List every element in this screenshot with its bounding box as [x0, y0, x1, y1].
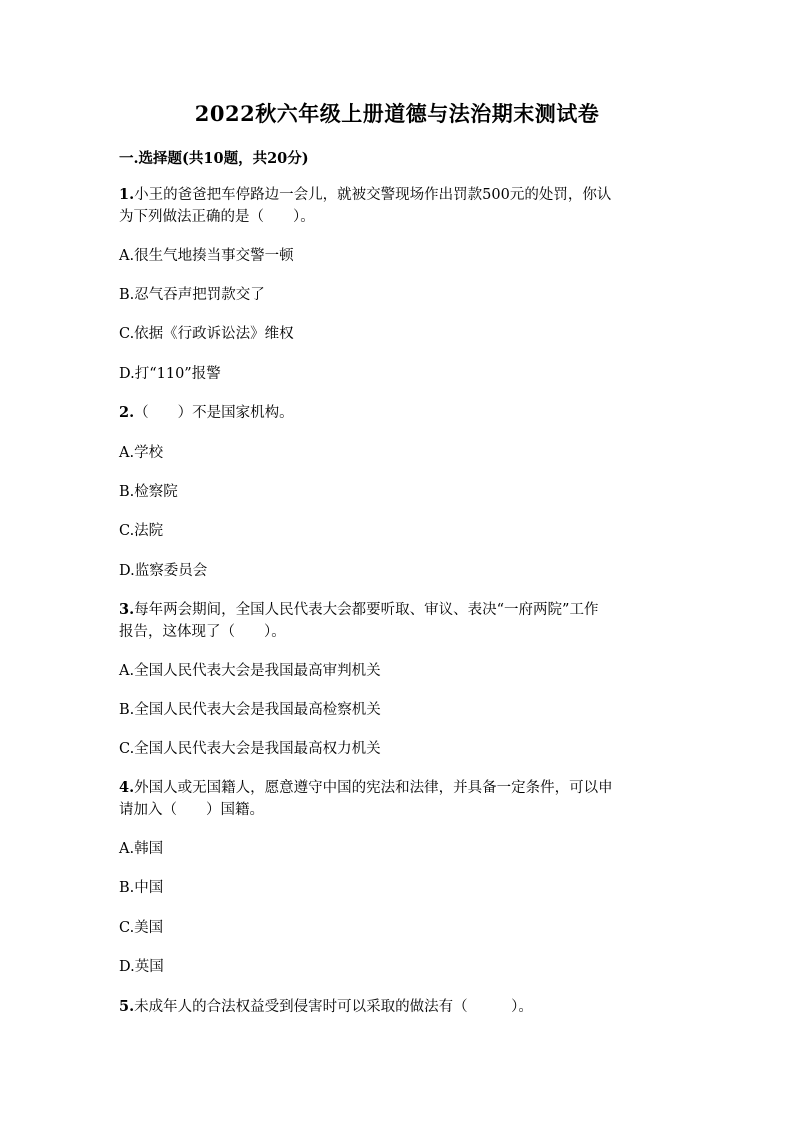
question-number: 3. [119, 601, 135, 618]
question-1-option-b: B.忍气吞声把罚款交了 [119, 287, 265, 303]
question-3-stem [119, 599, 679, 643]
question-1-stem [119, 184, 679, 228]
section-heading: 一.选择题(共10题，共20分) [119, 150, 309, 167]
question-text-line: 报告，这体现了（ ）。 [119, 624, 286, 640]
question-text-line: 每年两会期间，全国人民代表大会都要听取、审议、表决“一府两院”工作 [134, 602, 599, 618]
question-number: 1. [119, 186, 135, 203]
question-text-line: 小王的爸爸把车停路边一会儿，就被交警现场作出罚款500元的处罚，你认 [134, 187, 612, 203]
question-4-option-a: A.韩国 [119, 841, 164, 857]
question-2-option-b: B.检察院 [119, 484, 178, 500]
question-3-option-c: C.全国人民代表大会是我国最高权力机关 [119, 741, 381, 757]
question-1-option-d: D.打“110”报警 [119, 366, 221, 382]
question-number: 4. [119, 779, 135, 796]
question-text-line: 请加入（ ）国籍。 [119, 802, 264, 818]
question-1-option-a: A.很生气地揍当事交警一顿 [119, 248, 294, 264]
question-3-option-b: B.全国人民代表大会是我国最高检察机关 [119, 702, 381, 718]
question-text-line: 为下列做法正确的是（ ）。 [119, 209, 315, 225]
question-2-stem [119, 402, 679, 424]
question-2-option-c: C.法院 [119, 523, 164, 539]
question-2-option-d: D.监察委员会 [119, 563, 208, 579]
question-4-option-d: D.英国 [119, 959, 164, 975]
question-4-option-b: B.中国 [119, 880, 164, 896]
question-4-option-c: C.美国 [119, 920, 164, 936]
question-number: 2. [119, 404, 135, 421]
question-text-line: （ ）不是国家机构。 [134, 405, 294, 421]
page-title: 2022秋六年级上册道德与法治期末测试卷 [194, 101, 600, 126]
question-5-stem [119, 996, 679, 1018]
question-text-line: 未成年人的合法权益受到侵害时可以采取的做法有（ ）。 [134, 999, 533, 1015]
question-3-option-a: A.全国人民代表大会是我国最高审判机关 [119, 663, 381, 679]
question-number: 5. [119, 998, 135, 1015]
question-1-option-c: C.依据《行政诉讼法》维权 [119, 326, 294, 342]
question-4-stem [119, 777, 679, 821]
question-2-option-a: A.学校 [119, 445, 164, 461]
question-text-line: 外国人或无国籍人，愿意遵守中国的宪法和法律，并具备一定条件，可以申 [134, 780, 613, 796]
